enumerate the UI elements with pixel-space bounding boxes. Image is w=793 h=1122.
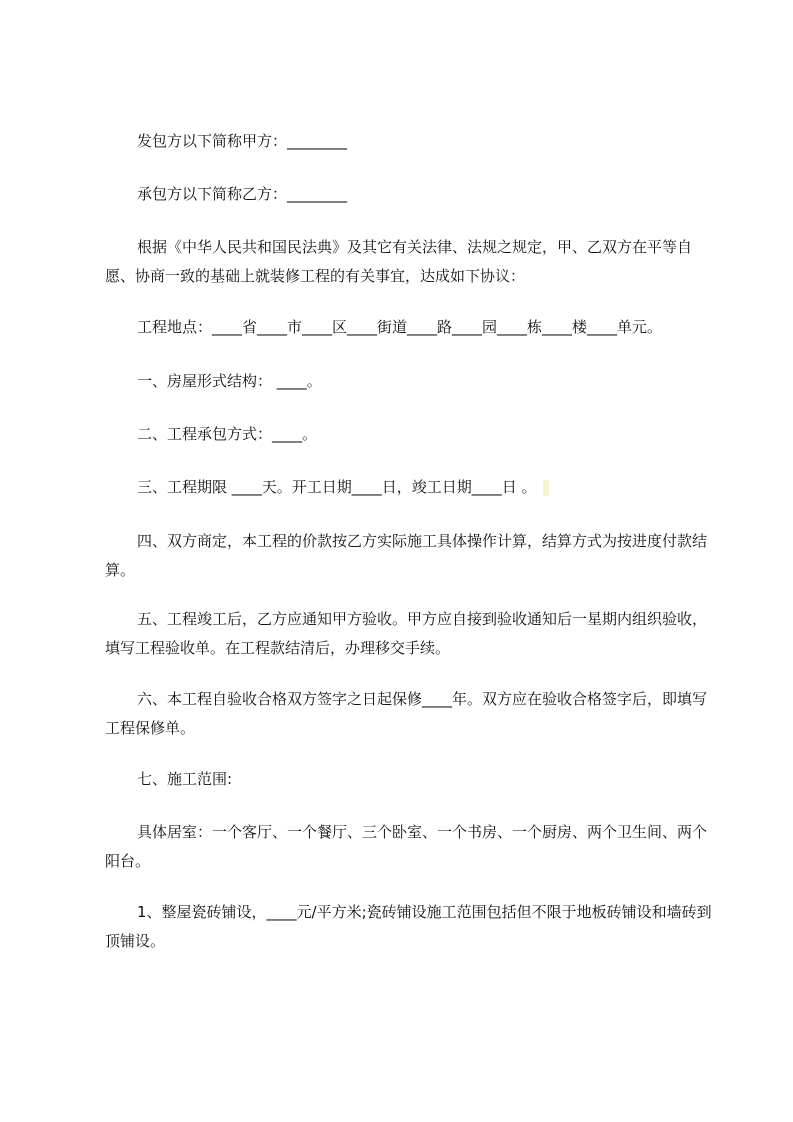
party-a-line: 发包方以下简称甲方：________ xyxy=(137,132,348,150)
clause-3-duration: 三、工程期限 ____天。开工日期____日，竣工日期____日 。 xyxy=(137,478,537,496)
clause-6-warranty: 六、本工程自验收合格双方签字之日起保修____年。双方应在验收合格签字后，即填写工程保修单。 xyxy=(105,690,708,737)
clause-3-duration-wrapper xyxy=(105,473,715,502)
clause-5-acceptance: 五、工程竣工后，乙方应通知甲方验收。甲方应自接到验收通知后一星期内组织验收，填写工程验收单。在工程款结清后，办理移交手续。 xyxy=(105,610,708,657)
party-b-line: 承包方以下简称乙方：________ xyxy=(137,185,348,203)
rooms-paragraph: 具体居室：一个客厅、一个餐厅、三个卧室、一个书房、一个厨房、两个卫生间、两个阳台。 xyxy=(105,823,708,870)
project-location-line: 工程地点：____省____市____区____街道____路____园____栋____楼____单元。 xyxy=(137,318,663,336)
clause-4-payment: 四、双方商定，本工程的价款按乙方实际施工具体操作计算，结算方式为按进度付款结算。 xyxy=(105,532,708,579)
clause-1-structure: 一、房屋形式结构： ____。 xyxy=(137,372,322,390)
preamble-paragraph: 根据《中华人民共和国民法典》及其它有关法律、法规之规定，甲、乙双方在平等自愿、协商一致的基础上就装修工程的有关事宜，达成如下协议： xyxy=(105,238,693,285)
clause-7-scope-heading: 七、施工范围: xyxy=(137,770,233,788)
clause-2-contract-mode: 二、工程承包方式：____。 xyxy=(137,425,318,443)
item-1-tiling: 1、整屋瓷砖铺设，____元/平方米;瓷砖铺设施工范围包括但不限于地板砖铺设和墙砖到顶铺设。 xyxy=(105,903,712,950)
highlight-mark xyxy=(543,480,549,496)
